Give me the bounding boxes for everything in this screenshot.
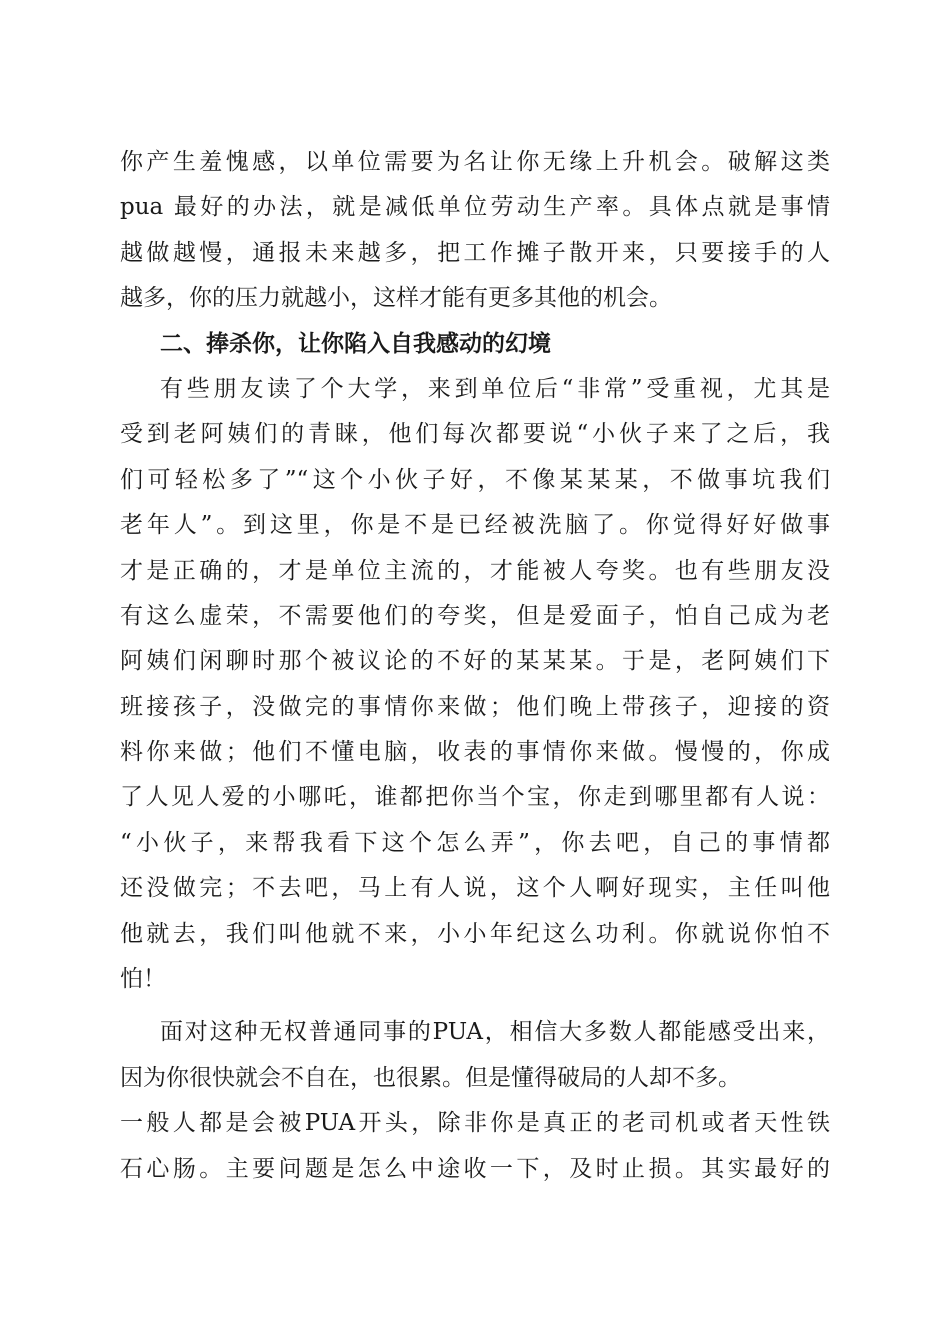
paragraph-line: 你产生羞愧感，以单位需要为名让你无缘上升机会。破解这类 <box>120 149 830 175</box>
paragraph-3 <box>120 1010 830 1192</box>
paragraph-line: 越做越慢，通报未来越多，把工作摊子散开来，只要接手的人 <box>120 239 830 266</box>
paragraph-line: 越多，你的压力就越小，这样才能有更多其他的机会。 <box>120 285 672 312</box>
paragraph-line: 料你来做；他们不懂电脑，收表的事情你来做。慢慢的，你成 <box>120 739 830 766</box>
paragraph-line: pua 最好的办法，就是减低单位劳动生产率。具体点就是事情 <box>120 194 830 221</box>
paragraph-line: 们可轻松多了”“这个小伙子好，不像某某某，不做事坑我们 <box>120 466 830 493</box>
paragraph-gap <box>120 1002 830 1010</box>
paragraph-line: 面对这种无权普通同事的PUA，相信大多数人都能感受出来， <box>160 1019 830 1046</box>
paragraph-line: 受到老阿姨们的青睐，他们每次都要说“小伙子来了之后，我 <box>120 421 830 448</box>
paragraph-line: 有这么虚荣，不需要他们的夸奖，但是爱面子，怕自己成为老 <box>120 602 830 629</box>
paragraph-line: 还没做完；不去吧，马上有人说，这个人啊好现实，主任叫他 <box>120 875 830 902</box>
paragraph-line: 怕！ <box>120 966 166 993</box>
paragraph-line: “小伙子，来帮我看下这个怎么弄”，你去吧，自己的事情都 <box>120 829 830 856</box>
paragraph-line: 了人见人爱的小哪吒，谁都把你当个宝，你走到哪里都有人说： <box>120 784 830 811</box>
paragraph-line: 才是正确的，才是单位主流的，才能被人夸奖。也有些朋友没 <box>120 557 830 584</box>
paragraph-2 <box>120 367 830 1002</box>
paragraph-line: 他就去，我们叫他就不来，小小年纪这么功利。你就说你怕不 <box>120 920 830 947</box>
paragraph-1 <box>120 140 830 322</box>
paragraph-line: 一般人都是会被PUA开头，除非你是真正的老司机或者天性铁 <box>120 1110 830 1137</box>
paragraph-line: 班接孩子，没做完的事情你来做；他们晚上带孩子，迎接的资 <box>120 693 830 720</box>
document-body <box>120 140 830 1192</box>
paragraph-line: 老年人”。到这里，你是不是已经被洗脑了。你觉得好好做事 <box>120 512 830 539</box>
section-heading: 二、捧杀你，让你陷入自我感动的幻境 <box>160 330 551 357</box>
paragraph-line: 石心肠。主要问题是怎么中途收一下，及时止损。其实最好的 <box>120 1155 830 1182</box>
paragraph-line: 因为你很快就会不自在，也很累。但是懂得破局的人却不多。 <box>120 1064 741 1091</box>
paragraph-line: 阿姨们闲聊时那个被议论的不好的某某某。于是，老阿姨们下 <box>120 648 830 675</box>
paragraph-line: 有些朋友读了个大学，来到单位后“非常”受重视，尤其是 <box>160 375 830 402</box>
